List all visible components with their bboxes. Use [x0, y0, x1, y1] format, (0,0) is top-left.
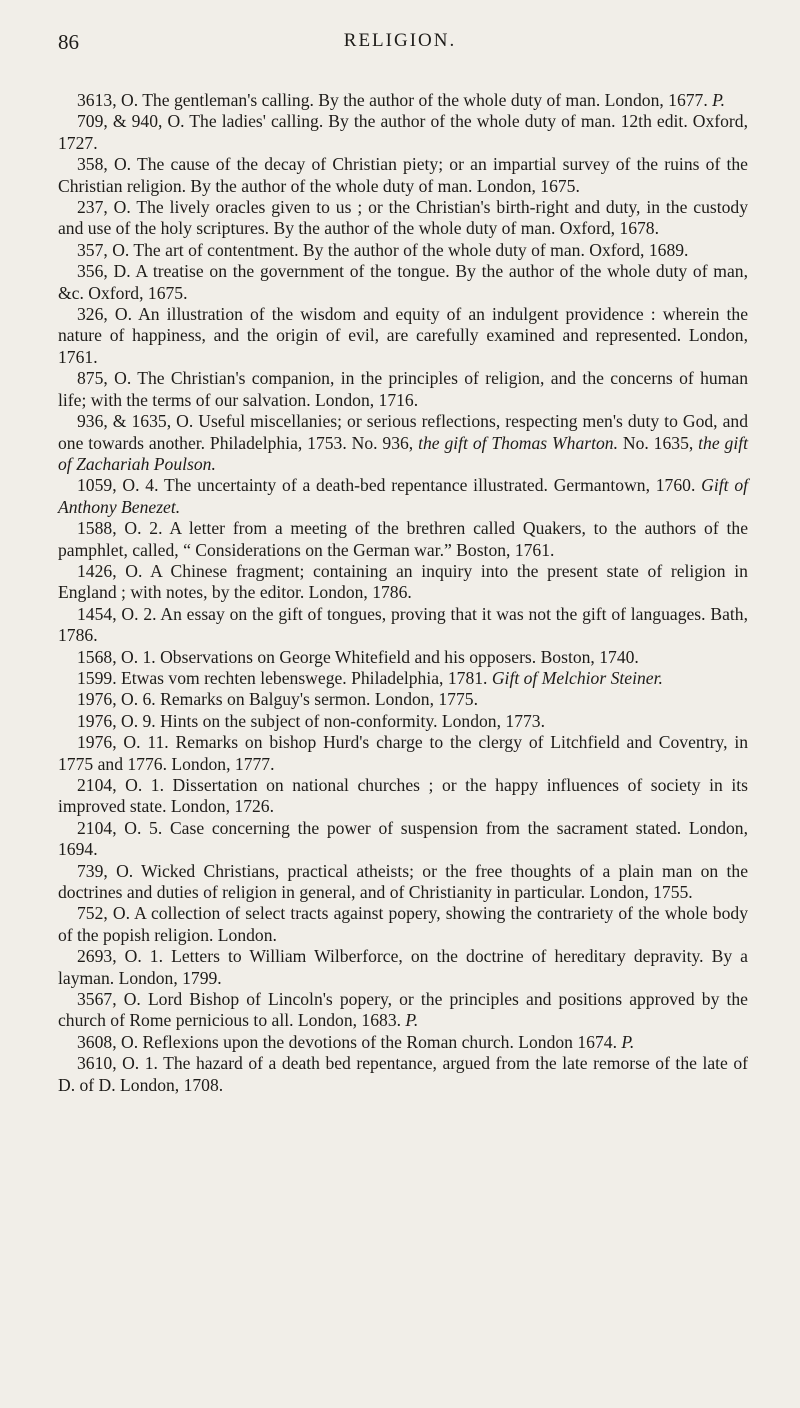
- catalog-entry: [58, 561, 748, 604]
- catalog-entry: [58, 946, 748, 989]
- entry-text: Remarks on bishop Hurd's charge to the clergy of Litchfield and Coventry, in 1775 and 1776. London, 1777.: [58, 732, 749, 774]
- entry-text: The art of contentment. By the author of the whole duty of man. Oxford, 1689.: [133, 239, 689, 260]
- entry-ref: 237, O.: [77, 197, 131, 218]
- entry-text: A Chinese fragment; containing an inquiry into the present state of religion in England ; with notes, by the editor. London, 1786.: [58, 560, 748, 603]
- entry-ref: 1426, O.: [77, 560, 143, 581]
- catalog-entry: [58, 1032, 748, 1053]
- entry-text: The lively oracles given to us ; or the Christian's birth-right and duty, in the custody and use of the holy scriptures. By the author of the whole duty of man. Oxford, 1678.: [58, 197, 748, 239]
- catalog-entry: [58, 154, 748, 197]
- entry-ref: 1976, O. 11.: [77, 732, 169, 753]
- page-number: 86: [58, 30, 79, 54]
- entry-ref: 326, O.: [77, 304, 132, 325]
- entry-ref: 3567, O.: [77, 989, 141, 1010]
- catalog-entry: [58, 411, 748, 475]
- entry-ref: 875, O.: [77, 368, 132, 389]
- entry-note: the gift of Thomas Wharton.: [418, 432, 618, 453]
- entry-note: the gift of Zachariah Poulson.: [58, 432, 748, 474]
- entry-text: Observations on George Whitefield and his opposers. Boston, 1740.: [160, 646, 639, 667]
- entry-note: P.: [712, 90, 726, 110]
- entry-text: Lord Bishop of Lincoln's popery, or the principles and positions approved by the church of Rome pernicious to all. London, 1683.: [58, 989, 748, 1031]
- entry-text: Letters to William Wilberforce, on the doctrine of hereditary depravity. By a layman. London, 1799.: [58, 946, 748, 988]
- entry-text: Hints on the subject of non-conformity. London, 1773.: [160, 710, 545, 731]
- catalog-entry: [58, 261, 748, 304]
- running-head: RELIGION.: [343, 30, 457, 51]
- catalog-entry: [58, 368, 748, 411]
- catalog-entry: [58, 775, 748, 818]
- entry-text: Case concerning the power of suspension from the sacrament stated. London, 1694.: [58, 817, 748, 860]
- entry-text: Etwas vom rechten lebenswege. Philadelphia, 1781.: [121, 667, 488, 688]
- catalog-entry: [58, 475, 748, 518]
- entry-text: Dissertation on national churches ; or the happy influences of society in its improved state. London, 1726.: [58, 775, 748, 817]
- entry-text: The ladies' calling. By the author of the whole duty of man. 12th edit. Oxford, 1727.: [58, 111, 748, 153]
- catalog-entry: [58, 668, 748, 689]
- entry-ref: 3608, O.: [77, 1031, 139, 1052]
- entry-text: The hazard of a death bed repentance, argued from the late remorse of the late of D. of D. London, 1708.: [58, 1053, 748, 1095]
- entry-text: The uncertainty of a death-bed repentance illustrated. Germantown, 1760.: [163, 475, 696, 496]
- catalog-entry: [58, 732, 748, 775]
- entry-ref: 2104, O. 5.: [77, 817, 163, 838]
- entry-ref: 2693, O. 1.: [77, 946, 164, 967]
- entry-text: The gentleman's calling. By the author of the whole duty of man. London, 1677.: [142, 90, 708, 110]
- entry-note: Gift of Melchior Steiner.: [491, 667, 663, 688]
- catalog-entry: [58, 1053, 748, 1096]
- entry-text: The Christian's companion, in the principles of religion, and the concerns of human life; with the terms of our salvation. London, 1716.: [58, 368, 748, 410]
- entry-ref: 936, & 1635, O.: [77, 411, 194, 432]
- catalog-entry: [58, 304, 748, 368]
- catalog-entry: [58, 197, 748, 240]
- catalog-entry: [58, 518, 748, 561]
- entry-note: P.: [405, 1010, 419, 1031]
- entry-ref: 1568, O. 1.: [77, 646, 156, 667]
- catalog-entry: [58, 711, 748, 732]
- entry-text: Useful miscellanies; or serious reflections, respecting men's duty to God, and one towards another. Philadelphia, 1753. No. 936,: [58, 411, 749, 453]
- entry-text: The cause of the decay of Christian piety; or an impartial survey of the ruins of the Christian religion. By the author of the whole duty of man. London, 1675.: [58, 154, 748, 196]
- catalog-entry: [58, 989, 748, 1032]
- entry-text: An essay on the gift of tongues, proving that it was not the gift of languages. Bath, 1786.: [58, 603, 748, 646]
- entry-text: Reflexions upon the devotions of the Roman church. London 1674.: [142, 1031, 617, 1052]
- entry-ref: 1976, O. 9.: [77, 710, 156, 731]
- entry-ref: 357, O.: [77, 239, 130, 260]
- entry-ref: 3613, O.: [77, 90, 139, 110]
- catalog-entry: [58, 903, 748, 946]
- entry-ref: 739, O.: [77, 860, 134, 881]
- entry-ref: 2104, O. 1.: [77, 775, 164, 795]
- catalog-entry: [58, 90, 748, 111]
- entry-text: Remarks on Balguy's sermon. London, 1775.: [160, 689, 478, 710]
- entry-text: No. 1635,: [622, 432, 694, 453]
- catalog-entry: [58, 818, 748, 861]
- catalog-entry: [58, 111, 748, 154]
- page-header: [0, 22, 800, 62]
- catalog-entries: [58, 90, 748, 1096]
- entry-text: An illustration of the wisdom and equity of an indulgent providence : wherein the nature of happiness, and the origin of evil, are carefully examined and represented. London, 1761.: [58, 304, 748, 367]
- entry-ref: 358, O.: [77, 154, 132, 175]
- entry-ref: 3610, O. 1.: [77, 1053, 158, 1074]
- entry-text: Wicked Christians, practical atheists; or the free thoughts of a plain man on the doctrines and duties of religion in general, and of Christianity in particular. London, 1755.: [58, 860, 749, 903]
- entry-ref: 356, D.: [77, 261, 131, 282]
- catalog-entry: [58, 647, 748, 668]
- catalog-entry: [58, 240, 748, 261]
- entry-ref: 709, & 940, O.: [77, 111, 185, 132]
- catalog-entry: [58, 604, 748, 647]
- entry-ref: 752, O.: [77, 903, 130, 924]
- entry-ref: 1599.: [77, 667, 117, 688]
- entry-text: A collection of select tracts against popery, showing the contrariety of the whole body of the popish religion. London.: [58, 903, 748, 945]
- entry-note: Gift of Anthony Benezet.: [58, 475, 748, 517]
- entry-ref: 1454, O. 2.: [77, 603, 157, 624]
- catalog-entry: [58, 861, 748, 904]
- catalog-entry: [58, 689, 748, 710]
- entry-text: A treatise on the government of the tongue. By the author of the whole duty of man, &c. Oxford, 1675.: [58, 261, 748, 303]
- entry-note: P.: [621, 1031, 635, 1052]
- entry-ref: 1588, O. 2.: [77, 518, 163, 539]
- entry-ref: 1976, O. 6.: [77, 689, 156, 710]
- entry-text: A letter from a meeting of the brethren called Quakers, to the authors of the pamphlet, called, “ Considerations on the German war.” Boston, 1761.: [58, 518, 749, 560]
- entry-ref: 1059, O. 4.: [77, 475, 159, 496]
